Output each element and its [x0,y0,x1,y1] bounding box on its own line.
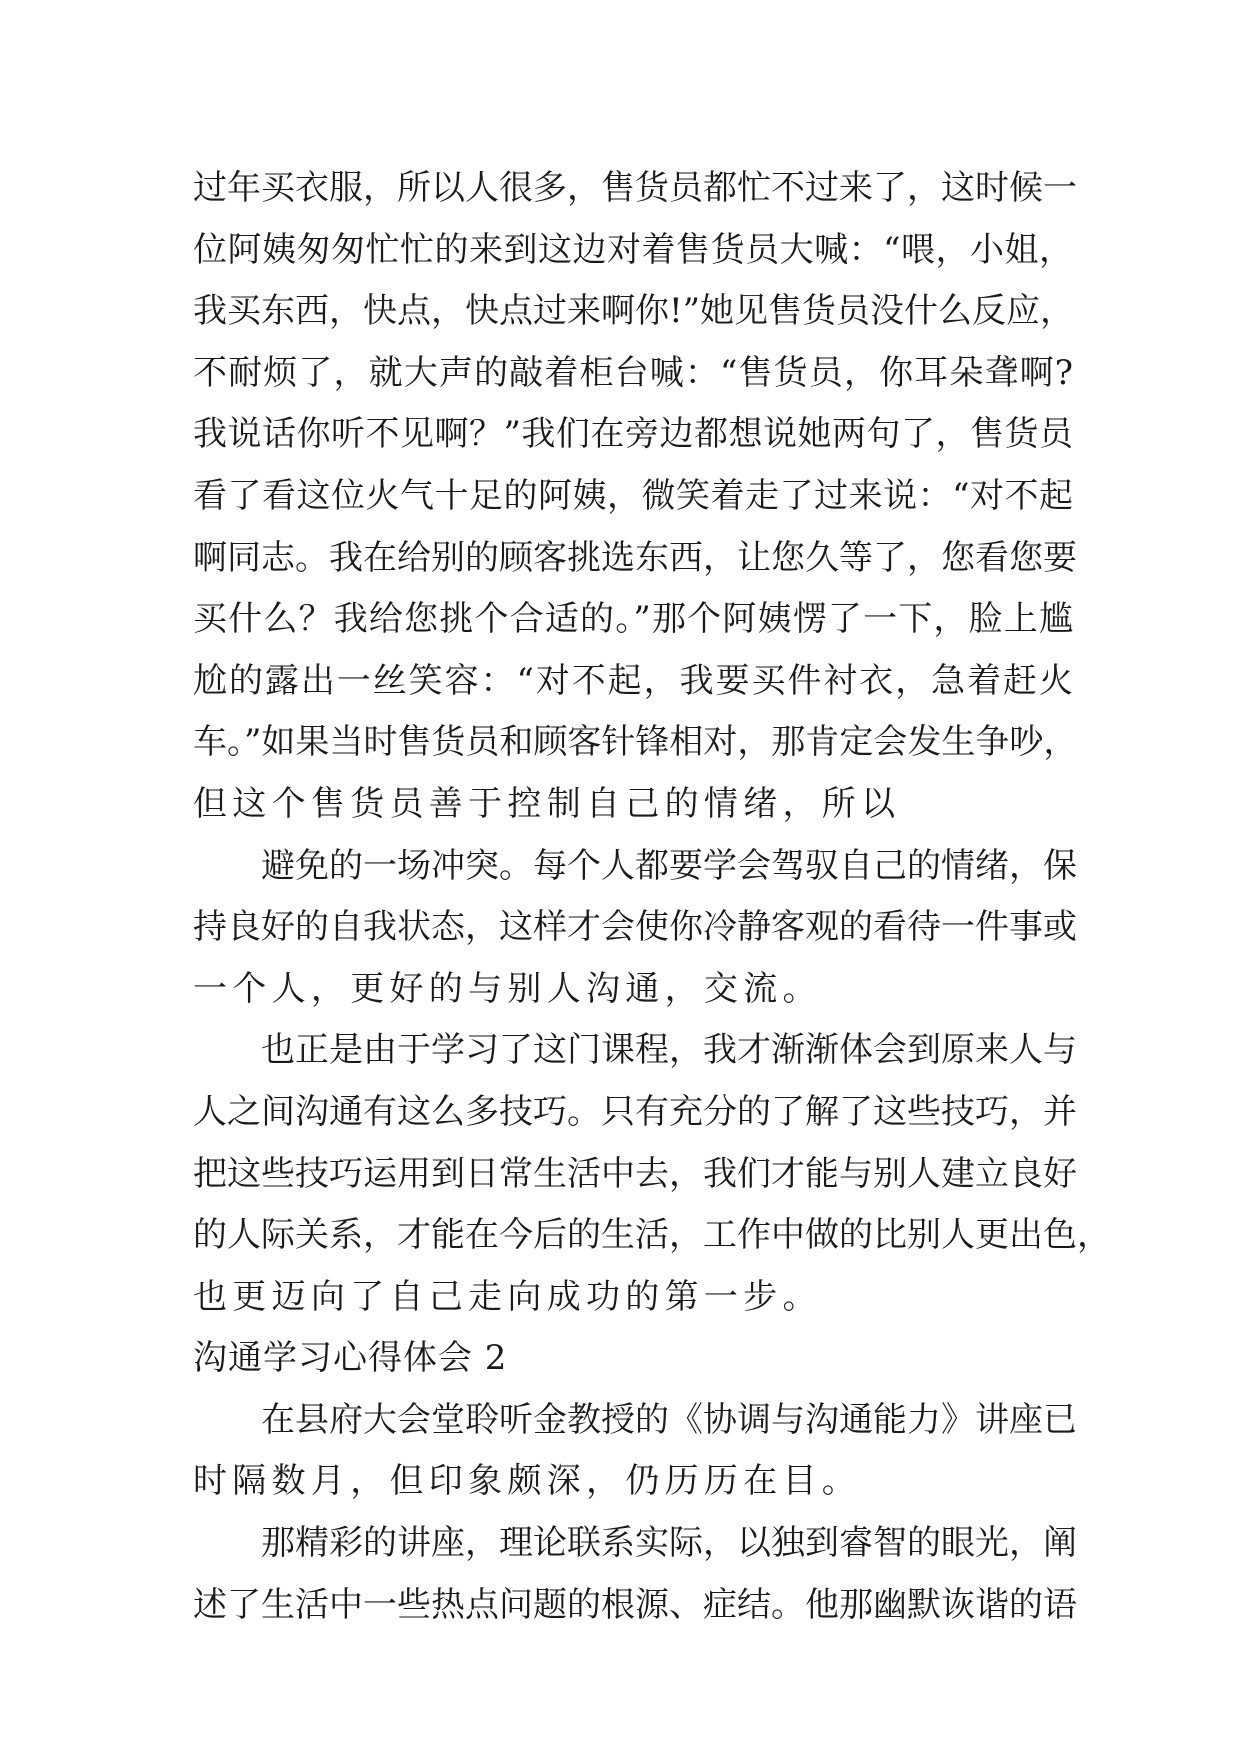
text-line: 我买东西，快点，快点过来啊你!”她见售货员没什么反应， [193,291,1075,332]
paragraph-first-line: 在县府大会堂聆听金教授的《协调与沟通能力》讲座已 [261,1399,1077,1440]
text-line: 啊同志。我在给别的顾客挑选东西，让您久等了，您看您要 [193,537,1077,578]
text-line: 看了看这位火气十足的阿姨，微笑着走了过来说：“对不起 [193,475,1073,516]
text-line: 一个人，更好的与别人沟通，交流。 [193,968,822,1009]
text-line: 尬的露出一丝笑容：“对不起，我要买件衬衣，急着赶火 [193,660,1073,701]
text-line: 的人际关系，才能在今后的生活，工作中做的比别人更出色， [193,1215,1111,1256]
text-line: 我说话你听不见啊？”我们在旁边都想说她两句了，售货员 [193,414,1073,455]
paragraph-first-line: 避免的一场冲突。每个人都要学会驾驭自己的情绪，保 [261,845,1077,886]
text-line: 也更迈向了自己走向成功的第一步。 [193,1276,822,1317]
paragraph-first-line: 也正是由于学习了这门课程，我才渐渐体会到原来人与 [261,1030,1077,1071]
text-line: 时隔数月，但印象颇深，仍历历在目。 [193,1461,862,1502]
text-line: 把这些技巧运用到日常生活中去，我们才能与别人建立良好 [193,1153,1077,1194]
text-line: 持良好的自我状态，这样才会使你冷静客观的看待一件事或 [193,907,1077,948]
paragraph-first-line: 那精彩的讲座，理论联系实际，以独到睿智的眼光，阐 [261,1523,1077,1564]
section-heading: 沟通学习心得体会 2 [193,1338,508,1379]
text-line: 但这个售货员善于控制自己的情绪，所以 [193,783,901,824]
text-line: 过年买衣服，所以人很多，售货员都忙不过来了，这时候一 [193,168,1077,208]
text-line: 不耐烦了，就大声的敲着柜台喊：“售货员，你耳朵聋啊? [193,352,1073,393]
text-line: 述了生活中一些热点问题的根源、症结。他那幽默诙谐的语 [193,1584,1077,1625]
text-line: 车。”如果当时售货员和顾客针锋相对，那肯定会发生争吵， [193,722,1078,763]
document-body [193,158,1111,1636]
text-line: 位阿姨匆匆忙忙的来到这边对着售货员大喊：“喂，小姐， [193,229,1073,270]
text-line: 买什么？我给您挑个合适的。”那个阿姨愣了一下，脸上尴 [193,599,1073,640]
text-line: 人之间沟通有这么多技巧。只有充分的了解了这些技巧，并 [193,1091,1077,1132]
